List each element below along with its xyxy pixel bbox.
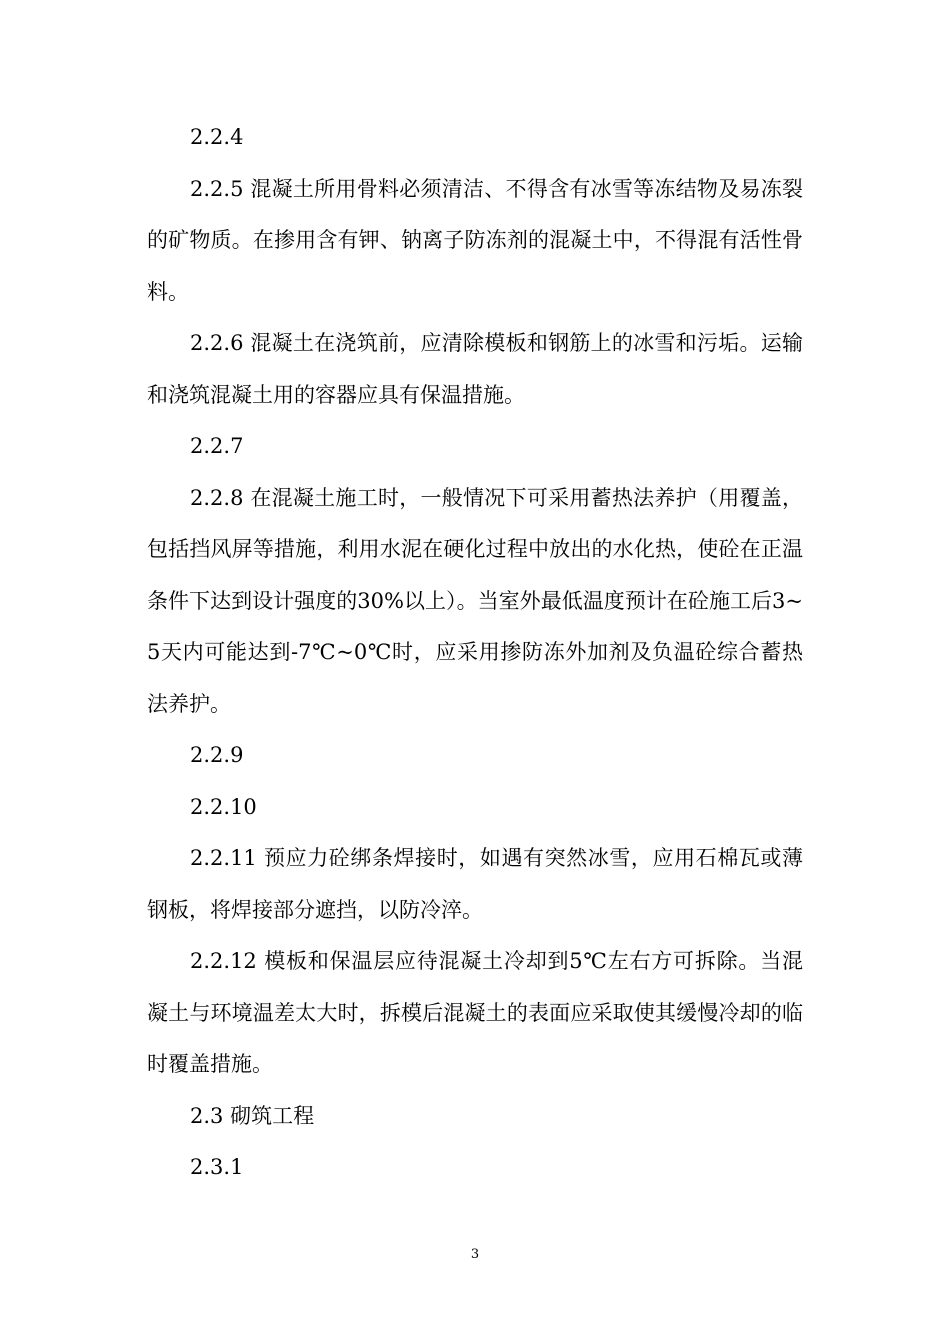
paragraph-2-2-9: 2.2.9 bbox=[190, 743, 244, 767]
paragraph-2-2-6: 2.2.6 混凝土在浇筑前，应清除模板和钢筋上的冰雪和污垢。运输和浇筑混凝土用的容器应具有保温措施。 bbox=[147, 331, 803, 407]
paragraph-2-2-7: 2.2.7 bbox=[190, 434, 244, 458]
paragraph-2-2-10: 2.2.10 bbox=[190, 794, 257, 819]
paragraph-2-2-4: 2.2.4 bbox=[190, 125, 244, 149]
paragraph-2-2-12: 2.2.12 模板和保温层应待混凝土冷却到5℃左右方可拆除。当混凝土与环境温差太大时，拆模后混凝土的表面应采取使其缓慢冷却的临时覆盖措施。 bbox=[147, 949, 803, 1076]
paragraph-2-2-11: 2.2.11 预应力砼绑条焊接时，如遇有突然冰雪，应用石棉瓦或薄钢板，将焊接部分遮挡，以防冷淬。 bbox=[147, 846, 803, 922]
paragraph-2-2-5: 2.2.5 混凝土所用骨料必须清洁、不得含有冰雪等冻结物及易冻裂的矿物质。在掺用含有钾、钠离子防冻剂的混凝土中，不得混有活性骨料。 bbox=[147, 176, 803, 304]
paragraph-2-2-8: 2.2.8 在混凝土施工时，一般情况下可采用蓄热法养护（用覆盖，包括挡风屏等措施，利用水泥在硬化过程中放出的水化热，使砼在正温条件下达到设计强度的30%以上）。当室外最低温度预计在砼施工后3~5天内可能达到-7℃~0℃时，应采用掺防冻外加剂及负温砼综合蓄热法养护。 bbox=[147, 485, 803, 716]
document-body bbox=[147, 112, 803, 1194]
page-number: 3 bbox=[470, 1247, 480, 1262]
section-heading-2-3: 2.3 砌筑工程 bbox=[190, 1103, 315, 1128]
paragraph-2-3-1: 2.3.1 bbox=[190, 1155, 244, 1179]
